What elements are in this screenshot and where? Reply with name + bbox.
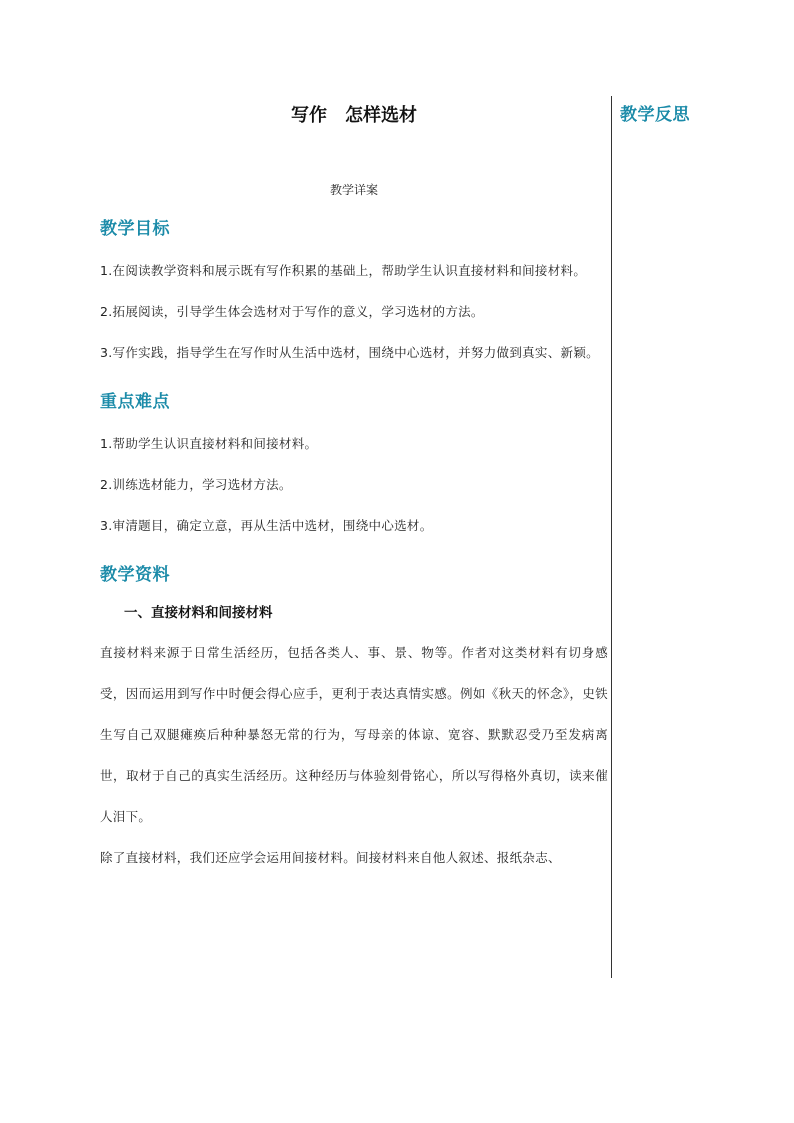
objective-item: 2.拓展阅读，引导学生体会选材对于写作的意义，学习选材的方法。 [100,304,484,319]
key-point-item: 3.审清题目，确定立意，再从生活中选材，围绕中心选材。 [100,518,433,533]
materials-paragraph: 除了直接材料，我们还应学会运用间接材料。间接材料来自他人叙述、报纸杂志、 [100,850,561,865]
reflection-heading: 教学反思 [620,105,690,125]
section-heading-materials: 教学资料 [100,565,170,585]
objective-item: 1.在阅读教学资料和展示既有写作积累的基础上，帮助学生认识直接材料和间接材料。 [100,263,587,278]
side-column [620,100,770,130]
main-column [100,96,608,878]
objective-item: 3.写作实践，指导学生在写作时从生活中选材，围绕中心选材，并努力做到真实、新颖。 [100,345,599,360]
materials-sub-heading: 一、直接材料和间接材料 [124,605,273,621]
section-heading-key-points: 重点难点 [100,392,170,412]
materials-paragraph: 直接材料来源于日常生活经历，包括各类人、事、景、物等。作者对这类材料有切身感受，因而运用到写作中时便会得心应手，更利于表达真情实感。例如《秋天的怀念》，史铁生写自己双腿瘫痪后种种暴怒无常的行为，写母亲的体谅、宽容、默默忍受乃至发病离世，取材于自己的真实生活经历。这种经历与体验刻骨铭心，所以写得格外真切，读来催人泪下。 [100,645,608,824]
key-point-item: 1.帮助学生认识直接材料和间接材料。 [100,436,318,451]
document-subtitle: 教学详案 [329,183,378,197]
section-heading-objectives: 教学目标 [100,219,170,239]
document-title: 写作 怎样选材 [291,105,417,126]
column-divider [611,96,612,978]
key-point-item: 2.训练选材能力，学习选材方法。 [100,477,292,492]
